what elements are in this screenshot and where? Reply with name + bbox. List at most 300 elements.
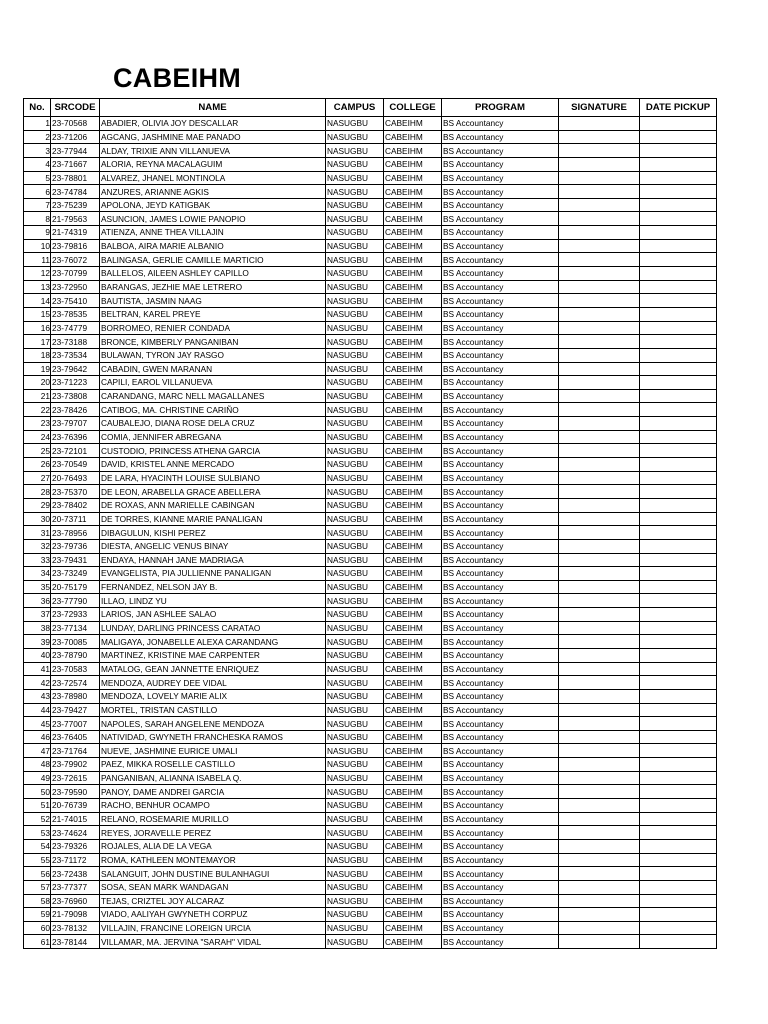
cell-srcode: 21-79098 bbox=[51, 908, 100, 922]
cell-program: BS Accountancy bbox=[442, 880, 559, 894]
cell-college: CABEIHM bbox=[384, 908, 442, 922]
cell-campus: NASUGBU bbox=[326, 812, 384, 826]
cell-campus: NASUGBU bbox=[326, 430, 384, 444]
cell-campus: NASUGBU bbox=[326, 935, 384, 949]
cell-no: 5 bbox=[24, 171, 51, 185]
cell-program: BS Accountancy bbox=[442, 226, 559, 240]
cell-name: BRONCE, KIMBERLY PANGANIBAN bbox=[100, 335, 326, 349]
cell-no: 12 bbox=[24, 267, 51, 281]
cell-no: 10 bbox=[24, 239, 51, 253]
cell-campus: NASUGBU bbox=[326, 703, 384, 717]
cell-no: 39 bbox=[24, 635, 51, 649]
cell-no: 30 bbox=[24, 512, 51, 526]
cell-campus: NASUGBU bbox=[326, 117, 384, 131]
cell-college: CABEIHM bbox=[384, 512, 442, 526]
cell-program: BS Accountancy bbox=[442, 580, 559, 594]
cell-signature bbox=[559, 648, 640, 662]
cell-campus: NASUGBU bbox=[326, 267, 384, 281]
cell-program: BS Accountancy bbox=[442, 921, 559, 935]
cell-name: LARIOS, JAN ASHLEE SALAO bbox=[100, 608, 326, 622]
cell-name: MENDOZA, LOVELY MARIE ALIX bbox=[100, 689, 326, 703]
cell-program: BS Accountancy bbox=[442, 144, 559, 158]
table-row bbox=[24, 307, 717, 321]
cell-date-pickup bbox=[640, 307, 717, 321]
cell-date-pickup bbox=[640, 185, 717, 199]
cell-signature bbox=[559, 730, 640, 744]
table-row bbox=[24, 621, 717, 635]
cell-program: BS Accountancy bbox=[442, 389, 559, 403]
cell-program: BS Accountancy bbox=[442, 908, 559, 922]
cell-no: 15 bbox=[24, 307, 51, 321]
cell-campus: NASUGBU bbox=[326, 785, 384, 799]
cell-signature bbox=[559, 512, 640, 526]
cell-name: VILLAMAR, MA. JERVINA "SARAH" VIDAL bbox=[100, 935, 326, 949]
table-row bbox=[24, 403, 717, 417]
cell-no: 56 bbox=[24, 867, 51, 881]
cell-college: CABEIHM bbox=[384, 157, 442, 171]
cell-signature bbox=[559, 458, 640, 472]
cell-name: NATIVIDAD, GWYNETH FRANCHESKA RAMOS bbox=[100, 730, 326, 744]
cell-name: ATIENZA, ANNE THEA VILLAJIN bbox=[100, 226, 326, 240]
header-signature: SIGNATURE bbox=[559, 99, 640, 117]
cell-signature bbox=[559, 362, 640, 376]
cell-campus: NASUGBU bbox=[326, 417, 384, 431]
cell-srcode: 23-75239 bbox=[51, 198, 100, 212]
table-row bbox=[24, 758, 717, 772]
cell-srcode: 23-79707 bbox=[51, 417, 100, 431]
cell-srcode: 23-74779 bbox=[51, 321, 100, 335]
cell-signature bbox=[559, 171, 640, 185]
cell-name: DE ROXAS, ANN MARIELLE CABINGAN bbox=[100, 498, 326, 512]
cell-college: CABEIHM bbox=[384, 471, 442, 485]
cell-srcode: 23-78402 bbox=[51, 498, 100, 512]
cell-college: CABEIHM bbox=[384, 430, 442, 444]
table-row bbox=[24, 280, 717, 294]
cell-program: BS Accountancy bbox=[442, 376, 559, 390]
cell-signature bbox=[559, 117, 640, 131]
cell-signature bbox=[559, 853, 640, 867]
cell-date-pickup bbox=[640, 853, 717, 867]
cell-program: BS Accountancy bbox=[442, 771, 559, 785]
cell-srcode: 23-78790 bbox=[51, 648, 100, 662]
cell-program: BS Accountancy bbox=[442, 157, 559, 171]
cell-no: 25 bbox=[24, 444, 51, 458]
cell-srcode: 23-79816 bbox=[51, 239, 100, 253]
cell-signature bbox=[559, 676, 640, 690]
table-row bbox=[24, 239, 717, 253]
cell-signature bbox=[559, 185, 640, 199]
cell-name: PAEZ, MIKKA ROSELLE CASTILLO bbox=[100, 758, 326, 772]
cell-campus: NASUGBU bbox=[326, 826, 384, 840]
table-row bbox=[24, 335, 717, 349]
cell-date-pickup bbox=[640, 157, 717, 171]
cell-campus: NASUGBU bbox=[326, 689, 384, 703]
cell-program: BS Accountancy bbox=[442, 785, 559, 799]
cell-campus: NASUGBU bbox=[326, 662, 384, 676]
table-row bbox=[24, 498, 717, 512]
cell-program: BS Accountancy bbox=[442, 458, 559, 472]
cell-signature bbox=[559, 403, 640, 417]
cell-college: CABEIHM bbox=[384, 758, 442, 772]
cell-college: CABEIHM bbox=[384, 853, 442, 867]
header-college: COLLEGE bbox=[384, 99, 442, 117]
cell-campus: NASUGBU bbox=[326, 717, 384, 731]
cell-campus: NASUGBU bbox=[326, 894, 384, 908]
cell-campus: NASUGBU bbox=[326, 648, 384, 662]
cell-college: CABEIHM bbox=[384, 117, 442, 131]
cell-program: BS Accountancy bbox=[442, 307, 559, 321]
cell-no: 4 bbox=[24, 157, 51, 171]
cell-name: ILLAO, LINDZ YU bbox=[100, 594, 326, 608]
cell-srcode: 23-70799 bbox=[51, 267, 100, 281]
cell-no: 44 bbox=[24, 703, 51, 717]
cell-college: CABEIHM bbox=[384, 567, 442, 581]
cell-name: CABADIN, GWEN MARANAN bbox=[100, 362, 326, 376]
cell-college: CABEIHM bbox=[384, 253, 442, 267]
cell-no: 43 bbox=[24, 689, 51, 703]
cell-date-pickup bbox=[640, 212, 717, 226]
table-row bbox=[24, 717, 717, 731]
cell-date-pickup bbox=[640, 144, 717, 158]
cell-srcode: 23-77134 bbox=[51, 621, 100, 635]
cell-signature bbox=[559, 839, 640, 853]
cell-name: CAUBALEJO, DIANA ROSE DELA CRUZ bbox=[100, 417, 326, 431]
cell-signature bbox=[559, 580, 640, 594]
cell-date-pickup bbox=[640, 676, 717, 690]
cell-college: CABEIHM bbox=[384, 485, 442, 499]
cell-date-pickup bbox=[640, 785, 717, 799]
cell-no: 9 bbox=[24, 226, 51, 240]
cell-name: MALIGAYA, JONABELLE ALEXA CARANDANG bbox=[100, 635, 326, 649]
cell-program: BS Accountancy bbox=[442, 839, 559, 853]
cell-no: 58 bbox=[24, 894, 51, 908]
cell-no: 53 bbox=[24, 826, 51, 840]
cell-date-pickup bbox=[640, 580, 717, 594]
cell-date-pickup bbox=[640, 594, 717, 608]
cell-name: LUNDAY, DARLING PRINCESS CARATAO bbox=[100, 621, 326, 635]
cell-program: BS Accountancy bbox=[442, 130, 559, 144]
cell-program: BS Accountancy bbox=[442, 512, 559, 526]
cell-date-pickup bbox=[640, 621, 717, 635]
cell-srcode: 23-79431 bbox=[51, 553, 100, 567]
cell-srcode: 23-73808 bbox=[51, 389, 100, 403]
cell-name: BAUTISTA, JASMIN NAAG bbox=[100, 294, 326, 308]
cell-srcode: 23-70583 bbox=[51, 662, 100, 676]
cell-college: CABEIHM bbox=[384, 526, 442, 540]
cell-name: BALLELOS, AILEEN ASHLEY CAPILLO bbox=[100, 267, 326, 281]
table-row bbox=[24, 689, 717, 703]
cell-no: 49 bbox=[24, 771, 51, 785]
cell-program: BS Accountancy bbox=[442, 185, 559, 199]
cell-date-pickup bbox=[640, 403, 717, 417]
cell-name: VILLAJIN, FRANCINE LOREIGN URCIA bbox=[100, 921, 326, 935]
cell-date-pickup bbox=[640, 567, 717, 581]
cell-college: CABEIHM bbox=[384, 839, 442, 853]
cell-campus: NASUGBU bbox=[326, 539, 384, 553]
table-row bbox=[24, 471, 717, 485]
cell-college: CABEIHM bbox=[384, 376, 442, 390]
cell-signature bbox=[559, 935, 640, 949]
cell-campus: NASUGBU bbox=[326, 307, 384, 321]
cell-no: 31 bbox=[24, 526, 51, 540]
cell-no: 60 bbox=[24, 921, 51, 935]
cell-campus: NASUGBU bbox=[326, 744, 384, 758]
cell-signature bbox=[559, 157, 640, 171]
cell-name: ABADIER, OLIVIA JOY DESCALLAR bbox=[100, 117, 326, 131]
cell-date-pickup bbox=[640, 376, 717, 390]
cell-program: BS Accountancy bbox=[442, 526, 559, 540]
cell-srcode: 23-70085 bbox=[51, 635, 100, 649]
cell-campus: NASUGBU bbox=[326, 799, 384, 813]
header-row bbox=[24, 99, 717, 117]
cell-college: CABEIHM bbox=[384, 553, 442, 567]
cell-campus: NASUGBU bbox=[326, 280, 384, 294]
cell-name: VIADO, AALIYAH GWYNETH CORPUZ bbox=[100, 908, 326, 922]
cell-name: DAVID, KRISTEL ANNE MERCADO bbox=[100, 458, 326, 472]
cell-no: 24 bbox=[24, 430, 51, 444]
cell-name: DIESTA, ANGELIC VENUS BINAY bbox=[100, 539, 326, 553]
cell-signature bbox=[559, 539, 640, 553]
cell-college: CABEIHM bbox=[384, 498, 442, 512]
cell-date-pickup bbox=[640, 689, 717, 703]
cell-college: CABEIHM bbox=[384, 580, 442, 594]
cell-campus: NASUGBU bbox=[326, 621, 384, 635]
cell-date-pickup bbox=[640, 730, 717, 744]
cell-signature bbox=[559, 253, 640, 267]
cell-program: BS Accountancy bbox=[442, 417, 559, 431]
table-row bbox=[24, 812, 717, 826]
cell-name: ALVAREZ, JHANEL MONTINOLA bbox=[100, 171, 326, 185]
cell-no: 18 bbox=[24, 348, 51, 362]
cell-signature bbox=[559, 867, 640, 881]
cell-srcode: 23-77944 bbox=[51, 144, 100, 158]
cell-signature bbox=[559, 594, 640, 608]
cell-college: CABEIHM bbox=[384, 130, 442, 144]
cell-campus: NASUGBU bbox=[326, 567, 384, 581]
cell-program: BS Accountancy bbox=[442, 853, 559, 867]
table-row bbox=[24, 594, 717, 608]
cell-college: CABEIHM bbox=[384, 403, 442, 417]
cell-signature bbox=[559, 198, 640, 212]
cell-program: BS Accountancy bbox=[442, 567, 559, 581]
cell-no: 51 bbox=[24, 799, 51, 813]
cell-signature bbox=[559, 348, 640, 362]
cell-campus: NASUGBU bbox=[326, 198, 384, 212]
cell-srcode: 23-75370 bbox=[51, 485, 100, 499]
cell-srcode: 23-78132 bbox=[51, 921, 100, 935]
cell-college: CABEIHM bbox=[384, 608, 442, 622]
cell-date-pickup bbox=[640, 839, 717, 853]
cell-campus: NASUGBU bbox=[326, 771, 384, 785]
cell-name: NUEVE, JASHMINE EURICE UMALI bbox=[100, 744, 326, 758]
cell-program: BS Accountancy bbox=[442, 594, 559, 608]
cell-campus: NASUGBU bbox=[326, 321, 384, 335]
cell-srcode: 23-77790 bbox=[51, 594, 100, 608]
cell-date-pickup bbox=[640, 880, 717, 894]
cell-campus: NASUGBU bbox=[326, 512, 384, 526]
cell-campus: NASUGBU bbox=[326, 144, 384, 158]
cell-srcode: 23-73188 bbox=[51, 335, 100, 349]
table-row bbox=[24, 130, 717, 144]
table-row bbox=[24, 526, 717, 540]
table-row bbox=[24, 608, 717, 622]
cell-srcode: 23-76396 bbox=[51, 430, 100, 444]
cell-date-pickup bbox=[640, 485, 717, 499]
cell-name: CAPILI, EAROL VILLANUEVA bbox=[100, 376, 326, 390]
cell-name: AGCANG, JASHMINE MAE PANADO bbox=[100, 130, 326, 144]
table-row bbox=[24, 117, 717, 131]
cell-college: CABEIHM bbox=[384, 389, 442, 403]
cell-srcode: 23-72574 bbox=[51, 676, 100, 690]
cell-program: BS Accountancy bbox=[442, 239, 559, 253]
table-row bbox=[24, 157, 717, 171]
cell-name: DIBAGULUN, KISHI PEREZ bbox=[100, 526, 326, 540]
cell-college: CABEIHM bbox=[384, 458, 442, 472]
table-row bbox=[24, 799, 717, 813]
cell-no: 19 bbox=[24, 362, 51, 376]
cell-date-pickup bbox=[640, 526, 717, 540]
cell-program: BS Accountancy bbox=[442, 171, 559, 185]
cell-srcode: 23-78801 bbox=[51, 171, 100, 185]
cell-date-pickup bbox=[640, 267, 717, 281]
cell-college: CABEIHM bbox=[384, 280, 442, 294]
roster-body bbox=[24, 117, 717, 949]
table-row bbox=[24, 908, 717, 922]
cell-campus: NASUGBU bbox=[326, 526, 384, 540]
table-row bbox=[24, 253, 717, 267]
cell-college: CABEIHM bbox=[384, 321, 442, 335]
cell-signature bbox=[559, 485, 640, 499]
cell-no: 8 bbox=[24, 212, 51, 226]
table-row bbox=[24, 730, 717, 744]
cell-college: CABEIHM bbox=[384, 676, 442, 690]
cell-no: 2 bbox=[24, 130, 51, 144]
header-program: PROGRAM bbox=[442, 99, 559, 117]
cell-no: 26 bbox=[24, 458, 51, 472]
cell-college: CABEIHM bbox=[384, 703, 442, 717]
cell-no: 37 bbox=[24, 608, 51, 622]
cell-srcode: 23-76405 bbox=[51, 730, 100, 744]
cell-college: CABEIHM bbox=[384, 894, 442, 908]
cell-signature bbox=[559, 212, 640, 226]
cell-signature bbox=[559, 635, 640, 649]
cell-srcode: 20-76739 bbox=[51, 799, 100, 813]
cell-campus: NASUGBU bbox=[326, 758, 384, 772]
cell-no: 45 bbox=[24, 717, 51, 731]
table-row bbox=[24, 389, 717, 403]
cell-name: PANOY, DAME ANDREI GARCIA bbox=[100, 785, 326, 799]
cell-srcode: 23-76960 bbox=[51, 894, 100, 908]
table-row bbox=[24, 553, 717, 567]
cell-college: CABEIHM bbox=[384, 212, 442, 226]
cell-srcode: 23-71206 bbox=[51, 130, 100, 144]
cell-name: TEJAS, CRIZTEL JOY ALCARAZ bbox=[100, 894, 326, 908]
cell-college: CABEIHM bbox=[384, 307, 442, 321]
cell-date-pickup bbox=[640, 294, 717, 308]
cell-program: BS Accountancy bbox=[442, 321, 559, 335]
cell-date-pickup bbox=[640, 444, 717, 458]
cell-campus: NASUGBU bbox=[326, 253, 384, 267]
cell-date-pickup bbox=[640, 171, 717, 185]
table-row bbox=[24, 648, 717, 662]
table-row bbox=[24, 512, 717, 526]
cell-signature bbox=[559, 471, 640, 485]
cell-srcode: 23-72950 bbox=[51, 280, 100, 294]
cell-name: ASUNCION, JAMES LOWIE PANOPIO bbox=[100, 212, 326, 226]
cell-srcode: 23-78535 bbox=[51, 307, 100, 321]
cell-srcode: 23-79642 bbox=[51, 362, 100, 376]
cell-program: BS Accountancy bbox=[442, 471, 559, 485]
cell-signature bbox=[559, 799, 640, 813]
cell-program: BS Accountancy bbox=[442, 621, 559, 635]
cell-no: 17 bbox=[24, 335, 51, 349]
cell-program: BS Accountancy bbox=[442, 212, 559, 226]
table-row bbox=[24, 185, 717, 199]
cell-no: 32 bbox=[24, 539, 51, 553]
cell-signature bbox=[559, 294, 640, 308]
cell-signature bbox=[559, 826, 640, 840]
cell-srcode: 23-71764 bbox=[51, 744, 100, 758]
cell-no: 38 bbox=[24, 621, 51, 635]
cell-college: CABEIHM bbox=[384, 785, 442, 799]
cell-date-pickup bbox=[640, 198, 717, 212]
cell-no: 55 bbox=[24, 853, 51, 867]
cell-srcode: 23-74624 bbox=[51, 826, 100, 840]
table-row bbox=[24, 662, 717, 676]
cell-signature bbox=[559, 335, 640, 349]
cell-campus: NASUGBU bbox=[326, 239, 384, 253]
cell-college: CABEIHM bbox=[384, 594, 442, 608]
cell-srcode: 20-73711 bbox=[51, 512, 100, 526]
cell-college: CABEIHM bbox=[384, 185, 442, 199]
cell-date-pickup bbox=[640, 512, 717, 526]
cell-no: 57 bbox=[24, 880, 51, 894]
table-row bbox=[24, 376, 717, 390]
cell-program: BS Accountancy bbox=[442, 635, 559, 649]
cell-date-pickup bbox=[640, 662, 717, 676]
cell-program: BS Accountancy bbox=[442, 485, 559, 499]
cell-program: BS Accountancy bbox=[442, 348, 559, 362]
cell-program: BS Accountancy bbox=[442, 362, 559, 376]
cell-no: 52 bbox=[24, 812, 51, 826]
cell-no: 29 bbox=[24, 498, 51, 512]
cell-srcode: 21-74319 bbox=[51, 226, 100, 240]
cell-srcode: 23-79590 bbox=[51, 785, 100, 799]
cell-no: 47 bbox=[24, 744, 51, 758]
cell-date-pickup bbox=[640, 744, 717, 758]
cell-college: CABEIHM bbox=[384, 717, 442, 731]
cell-no: 20 bbox=[24, 376, 51, 390]
cell-signature bbox=[559, 608, 640, 622]
cell-date-pickup bbox=[640, 417, 717, 431]
cell-name: REYES, JORAVELLE PEREZ bbox=[100, 826, 326, 840]
cell-campus: NASUGBU bbox=[326, 498, 384, 512]
cell-signature bbox=[559, 921, 640, 935]
cell-campus: NASUGBU bbox=[326, 676, 384, 690]
table-row bbox=[24, 198, 717, 212]
cell-srcode: 23-71223 bbox=[51, 376, 100, 390]
cell-srcode: 20-76493 bbox=[51, 471, 100, 485]
cell-signature bbox=[559, 689, 640, 703]
table-row bbox=[24, 212, 717, 226]
cell-date-pickup bbox=[640, 117, 717, 131]
cell-date-pickup bbox=[640, 799, 717, 813]
cell-name: BARANGAS, JEZHIE MAE LETRERO bbox=[100, 280, 326, 294]
cell-signature bbox=[559, 321, 640, 335]
cell-campus: NASUGBU bbox=[326, 444, 384, 458]
cell-college: CABEIHM bbox=[384, 198, 442, 212]
cell-program: BS Accountancy bbox=[442, 539, 559, 553]
